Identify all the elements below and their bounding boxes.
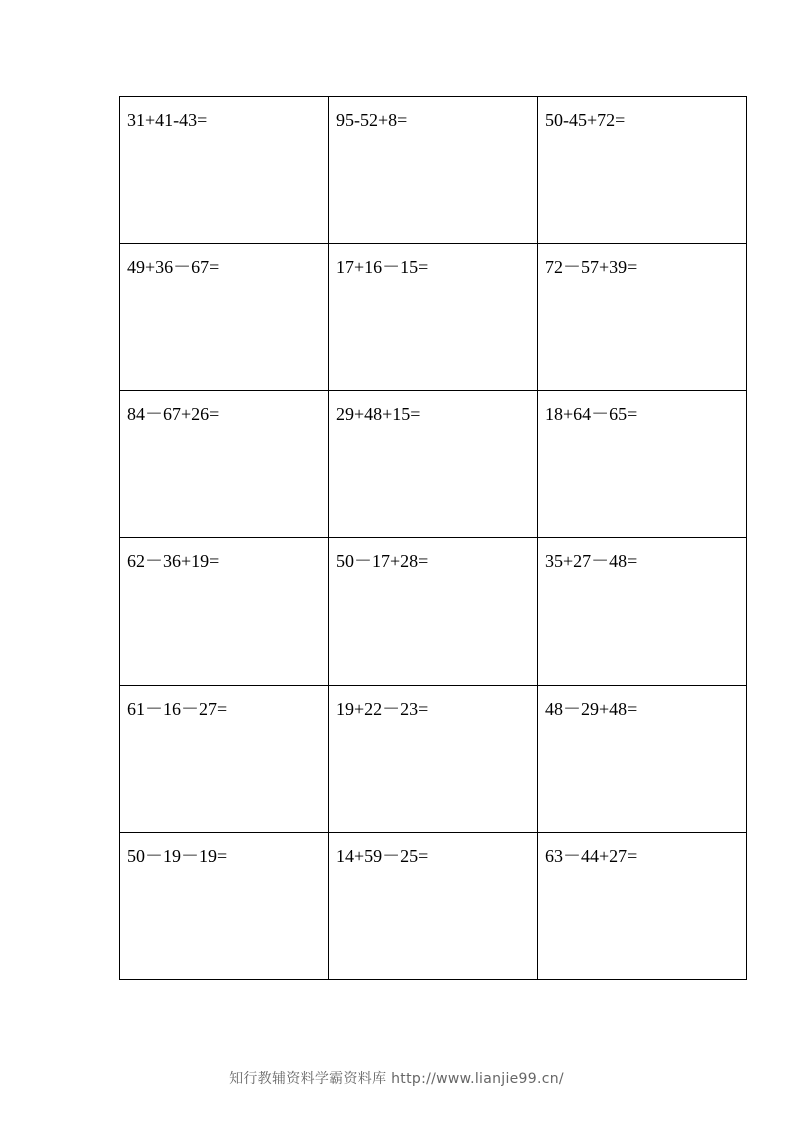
problem-cell <box>120 538 329 685</box>
grid-row <box>120 685 747 832</box>
problem-cell <box>538 685 747 832</box>
grid-row <box>120 538 747 685</box>
problem-cell <box>538 538 747 685</box>
problem-cell <box>538 832 747 979</box>
problem-text: 63－44+27= <box>545 845 638 866</box>
problem-grid <box>119 96 747 980</box>
problem-text: 95-52+8= <box>336 110 408 130</box>
problem-text: 48－29+48= <box>545 698 638 719</box>
problem-cell <box>329 685 538 832</box>
problem-cell <box>329 391 538 538</box>
problem-text: 49+36－67= <box>127 257 220 278</box>
grid-row <box>120 832 747 979</box>
problem-cell <box>120 685 329 832</box>
problem-text: 19+22－23= <box>336 698 429 719</box>
problem-text: 35+27－48= <box>545 551 638 572</box>
problem-cell <box>538 391 747 538</box>
problem-cell <box>120 97 329 244</box>
problem-cell <box>120 391 329 538</box>
footer-watermark: 知行教辅资料学霸资料库 http://www.lianjie99.cn/ <box>229 1071 564 1087</box>
problem-text: 14+59－25= <box>336 845 429 866</box>
problem-text: 61－16－27= <box>127 698 228 719</box>
problem-cell <box>538 97 747 244</box>
problem-text: 18+64－65= <box>545 404 638 425</box>
problem-text: 29+48+15= <box>336 404 421 425</box>
problem-cell <box>329 832 538 979</box>
grid-row <box>120 391 747 538</box>
problem-text: 50－17+28= <box>336 551 429 572</box>
problem-text: 84－67+26= <box>127 404 220 425</box>
problem-text: 62－36+19= <box>127 551 220 572</box>
problem-text: 50-45+72= <box>545 110 626 130</box>
problem-cell <box>329 244 538 391</box>
problem-cell <box>120 244 329 391</box>
problem-cell <box>538 244 747 391</box>
problem-cell <box>329 97 538 244</box>
problem-text: 17+16－15= <box>336 257 429 278</box>
problem-text: 72－57+39= <box>545 257 638 278</box>
problem-text: 31+41-43= <box>127 110 208 130</box>
grid-row <box>120 97 747 244</box>
problem-cell <box>120 832 329 979</box>
grid-row <box>120 244 747 391</box>
problem-cell <box>329 538 538 685</box>
problem-text: 50－19－19= <box>127 845 228 866</box>
